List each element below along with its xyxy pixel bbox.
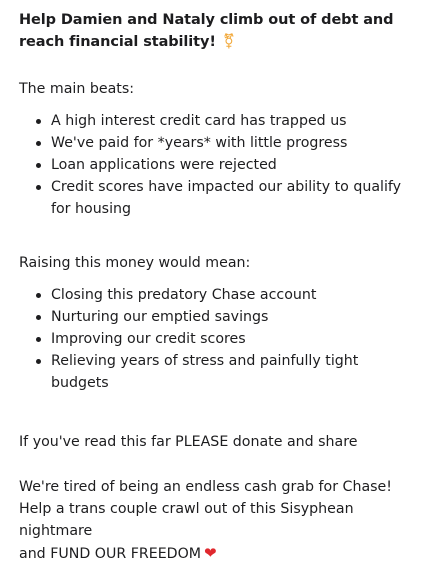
story-title-text: Help Damien and Nataly climb out of debt and reach financial stability! <box>19 12 394 50</box>
meaning-intro: Raising this money would mean: <box>19 255 251 271</box>
closing-paragraph <box>19 476 414 565</box>
bullet-icon <box>36 337 41 342</box>
meaning-item-text: Nurturing our emptied savings <box>51 309 269 325</box>
beats-list <box>19 110 414 220</box>
beats-item-text: We've paid for *years* with little progress <box>51 135 348 151</box>
meaning-list-item <box>35 284 414 306</box>
story-title <box>19 9 414 53</box>
beats-list-item <box>35 176 414 220</box>
bullet-icon <box>36 119 41 124</box>
bullet-icon <box>36 185 41 190</box>
meaning-list <box>19 284 414 394</box>
meaning-list-item <box>35 328 414 350</box>
transgender-symbol-icon: ⚧ <box>222 34 235 50</box>
meaning-list-item <box>35 350 414 394</box>
closing-line-2: Help a trans couple crawl out of this Sisyphean nightmare <box>19 501 354 539</box>
meaning-item-text: Improving our credit scores <box>51 331 246 347</box>
bullet-icon <box>36 163 41 168</box>
meaning-list-item <box>35 306 414 328</box>
beats-item-text: Credit scores have impacted our ability to qualify for housing <box>51 179 402 217</box>
bullet-icon <box>36 359 41 364</box>
red-heart-icon: ❤ <box>204 544 217 562</box>
beats-item-text: Loan applications were rejected <box>51 157 277 173</box>
beats-list-item <box>35 132 414 154</box>
closing-line-3: and FUND OUR FREEDOM <box>19 546 201 562</box>
bullet-icon <box>36 141 41 146</box>
donate-appeal: If you've read this far PLEASE donate and share <box>19 434 358 450</box>
closing-line-1: We're tired of being an endless cash grab for Chase! <box>19 479 392 495</box>
bullet-icon <box>36 315 41 320</box>
beats-intro: The main beats: <box>19 81 135 97</box>
beats-list-item <box>35 154 414 176</box>
meaning-item-text: Relieving years of stress and painfully tight budgets <box>51 353 359 391</box>
beats-item-text: A high interest credit card has trapped us <box>51 113 347 129</box>
bullet-icon <box>36 293 41 298</box>
meaning-item-text: Closing this predatory Chase account <box>51 287 317 303</box>
beats-list-item <box>35 110 414 132</box>
